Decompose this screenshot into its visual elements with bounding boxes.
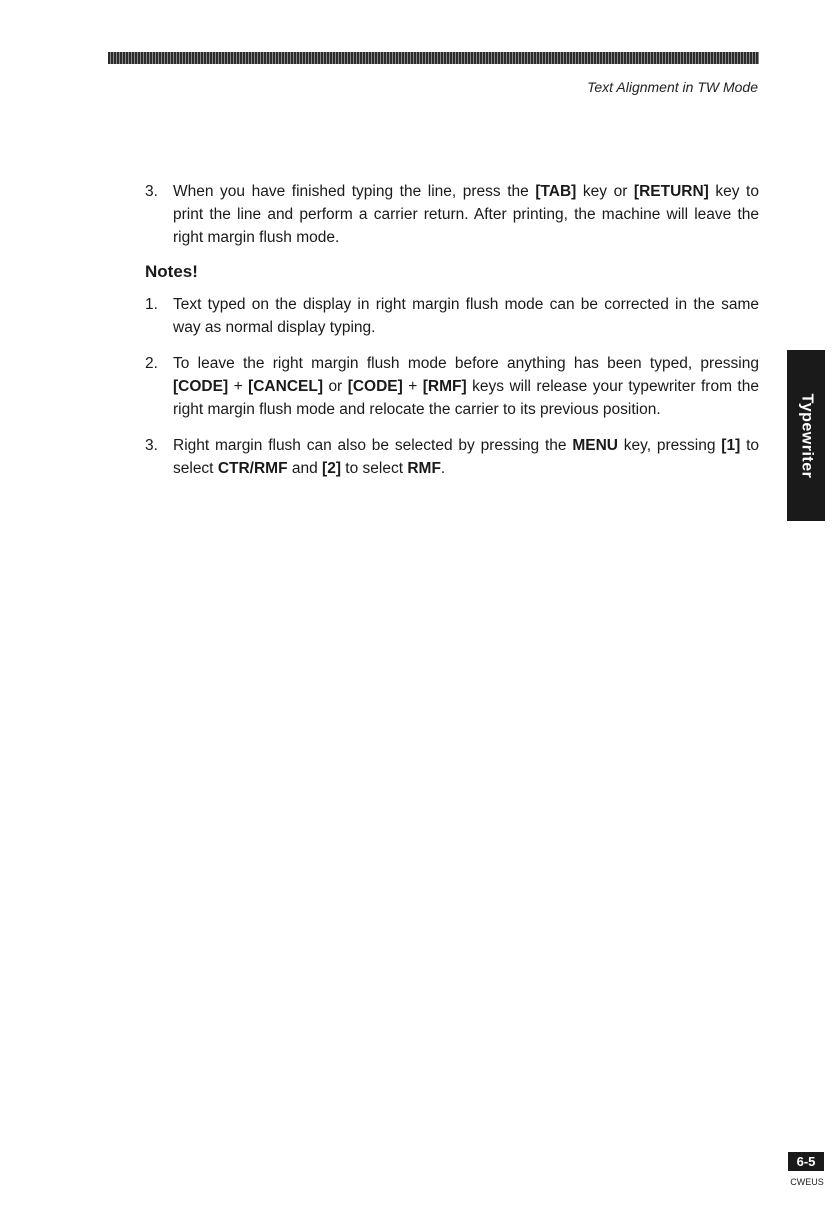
- note-1: [145, 293, 759, 339]
- note-text: To leave the right margin flush mode before anything has been typed, pressing [CODE] + [CANCEL] or [CODE] + [RMF] keys will release your typewriter from the right margin flush mode and relocate the carrier to its previous position.: [173, 355, 759, 418]
- running-title: Text Alignment in TW Mode: [587, 79, 758, 95]
- step-number: 3.: [145, 183, 158, 200]
- return-key: [RETURN]: [633, 183, 709, 200]
- header-rule: [108, 52, 759, 64]
- notes-heading: Notes!: [145, 262, 198, 281]
- note-number: 3.: [145, 437, 158, 454]
- cancel-key: [CANCEL]: [248, 378, 323, 395]
- code-key: [CODE]: [173, 378, 229, 395]
- note-3: [145, 434, 759, 480]
- key-1: [1]: [721, 437, 741, 454]
- document-code: CWEUS: [790, 1177, 824, 1187]
- note-text: Right margin flush can also be selected by pressing the MENU key, pressing [1] to select CTR/RMF and [2] to select RMF.: [173, 437, 759, 477]
- note-text: Text typed on the display in right margin flush mode can be corrected in the same way as normal display typing.: [173, 296, 759, 336]
- section-tab-typewriter: [787, 350, 825, 521]
- code-key: [CODE]: [347, 378, 403, 395]
- note-number: 2.: [145, 355, 158, 372]
- rmf-key: [RMF]: [422, 378, 467, 395]
- note-number: 1.: [145, 296, 158, 313]
- main-content: [145, 180, 759, 493]
- section-tab-label: Typewriter: [798, 393, 816, 478]
- step-3: [145, 180, 759, 249]
- tab-key: [TAB]: [535, 183, 577, 200]
- key-2: [2]: [322, 460, 341, 477]
- note-2: [145, 352, 759, 421]
- page-number: 6-5: [788, 1152, 824, 1171]
- step-text: When you have finished typing the line, press the [TAB] key or [RETURN] key to print the line and perform a carrier return. After printing, the machine will leave the right margin flush mode.: [173, 183, 759, 246]
- rmf-option: RMF: [407, 460, 441, 477]
- menu-key: MENU: [572, 437, 618, 454]
- ctr-rmf-option: CTR/RMF: [217, 460, 288, 477]
